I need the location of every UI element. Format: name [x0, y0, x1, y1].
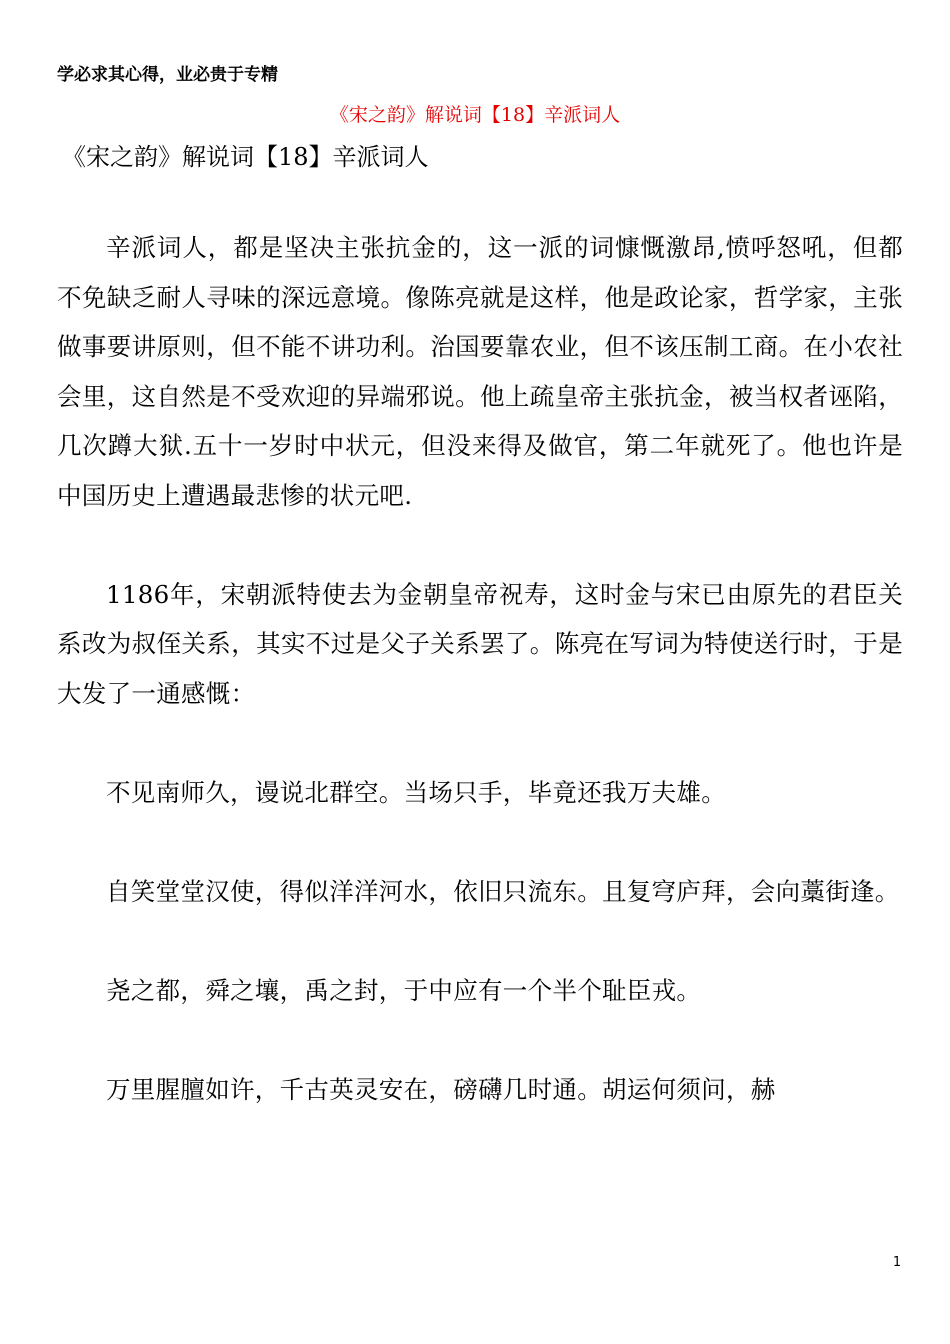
poem-line-4: 万里腥膻如许，千古英灵安在，磅礴几时通。胡运何须问，赫 [106, 1074, 776, 1104]
paragraph-intro: 辛派词人，都是坚决主张抗金的，这一派的词慷慨激昂,愤呼怒吼，但都不免缺乏耐人寻味的深远意境。像陈亮就是这样，他是政论家，哲学家，主张做事要讲原则，但不能不讲功利。治国要靠农业，但不该压制工商。在小农社会里，这自然是不受欢迎的异端邪说。他上疏皇帝主张抗金，被当权者诬陷，几次蹲大狱.五十一岁时中状元，但没来得及做官，第二年就死了。他也许是中国历史上遭遇最悲惨的状元吧. [57, 233, 903, 510]
header-motto: 学必求其心得，业必贵于专精 [57, 65, 278, 85]
running-title: 《宋之韵》解说词【18】辛派词人 [329, 104, 621, 126]
paragraph-history: 1186年，宋朝派特使去为金朝皇帝祝寿，这时金与宋已由原先的君臣关系改为叔侄关系，其实不过是父子关系罢了。陈亮在写词为特使送行时，于是大发了一通感慨： [57, 579, 903, 708]
poem-line-2: 自笑堂堂汉使，得似洋洋河水，依旧只流东。且复穹庐拜，会向藁街逢。 [106, 876, 900, 906]
poem-line-3: 尧之都，舜之壤，禹之封，于中应有一个半个耻臣戎。 [106, 975, 702, 1005]
document-title: 《宋之韵》解说词【18】辛派词人 [62, 143, 429, 171]
document-body [57, 223, 903, 1114]
poem-line-1: 不见南师久，谩说北群空。当场只手，毕竟还我万夫雄。 [106, 777, 726, 807]
page-number: 1 [892, 1255, 902, 1270]
